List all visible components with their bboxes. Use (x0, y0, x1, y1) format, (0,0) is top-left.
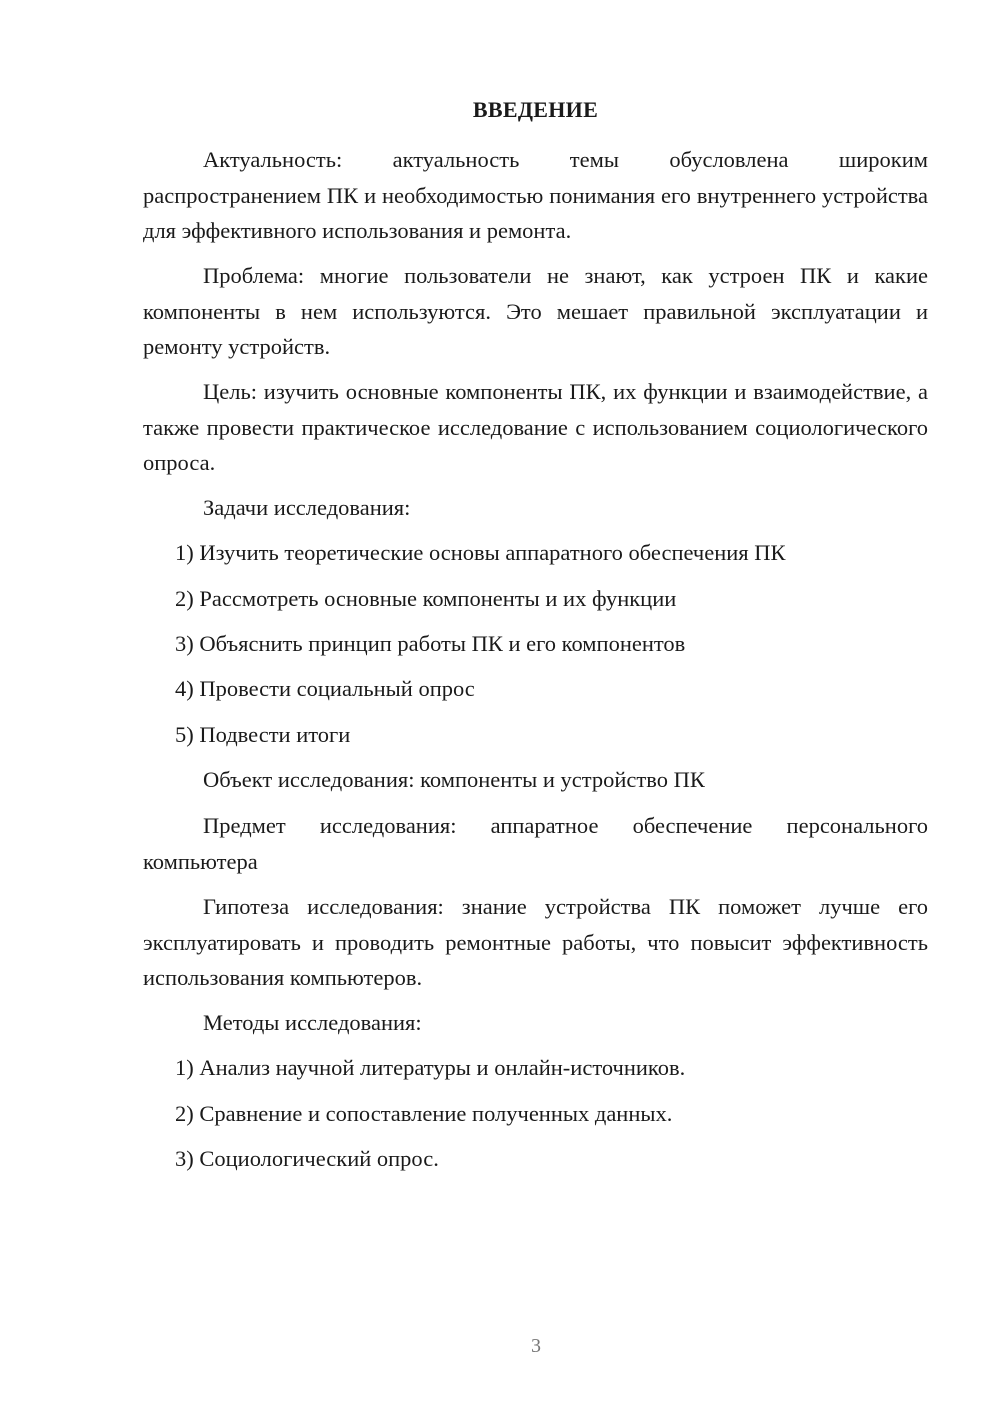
method-item-3: 3) Социологический опрос. (175, 1146, 439, 1171)
methods-list-item (143, 1096, 928, 1132)
paragraph-object-text: Объект исследования: компоненты и устройство ПК (203, 767, 705, 792)
task-item-1: 1) Изучить теоретические основы аппаратного обеспечения ПК (175, 540, 786, 565)
paragraph-goal (143, 374, 928, 481)
task-item-3: 3) Объяснить принцип работы ПК и его компонентов (175, 631, 686, 656)
paragraph-relevance-text: Актуальность: актуальность темы обусловлена широким распространением ПК и необходимостью понимания его внутреннего устройства для эффективного использования и ремонта. (143, 147, 928, 243)
tasks-heading (143, 490, 928, 526)
paragraph-problem (143, 258, 928, 365)
section-title: ВВЕДЕНИЕ (472, 97, 599, 122)
paragraph-object (143, 762, 928, 798)
page-number: 3 (531, 1335, 541, 1357)
methods-heading (143, 1005, 928, 1041)
tasks-list-item (143, 535, 928, 571)
methods-list-item (143, 1050, 928, 1086)
methods-list-item (143, 1141, 928, 1177)
task-item-2: 2) Рассмотреть основные компоненты и их функции (175, 586, 677, 611)
paragraph-goal-text: Цель: изучить основные компоненты ПК, их функции и взаимодействие, а также провести практическое исследование с использованием социологического опроса. (143, 379, 928, 475)
paragraph-hypothesis (143, 889, 928, 996)
task-item-5: 5) Подвести итоги (175, 722, 351, 747)
tasks-list-item (143, 626, 928, 662)
paragraph-subject (143, 808, 928, 879)
paragraph-subject-text: Предмет исследования: аппаратное обеспечение персонального компьютера (143, 813, 928, 874)
paragraph-problem-text: Проблема: многие пользователи не знают, как устроен ПК и какие компоненты в нем используются. Это мешает правильной эксплуатации и ремонту устройств. (143, 263, 928, 359)
method-item-1: 1) Анализ научной литературы и онлайн-источников. (175, 1055, 686, 1080)
task-item-4: 4) Провести социальный опрос (175, 676, 475, 701)
tasks-list-item (143, 717, 928, 753)
paragraph-relevance (143, 142, 928, 249)
method-item-2: 2) Сравнение и сопоставление полученных данных. (175, 1101, 673, 1126)
tasks-heading-text: Задачи исследования: (203, 495, 411, 520)
paragraph-hypothesis-text: Гипотеза исследования: знание устройства ПК поможет лучше его эксплуатировать и проводить ремонтные работы, что повысит эффективность использования компьютеров. (143, 894, 928, 990)
methods-heading-text: Методы исследования: (203, 1010, 422, 1035)
tasks-list-item (143, 581, 928, 617)
tasks-list-item (143, 671, 928, 707)
